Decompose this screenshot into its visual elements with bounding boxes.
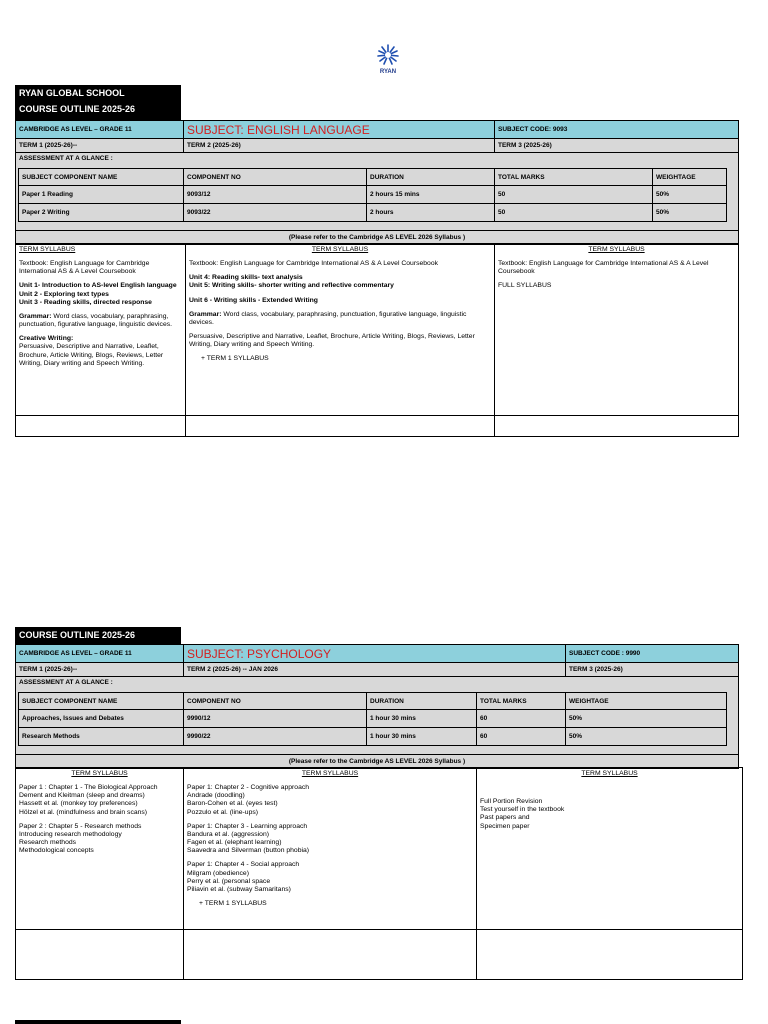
syllabus-line: Baron-Cohen et al. (eyes test) (187, 800, 278, 808)
grammar-label: Grammar: (19, 312, 52, 320)
cell: 50 (495, 186, 653, 204)
empty-cell (477, 930, 743, 980)
textbook: Textbook: English Language for Cambridge International AS & A Level Coursebook (189, 260, 439, 268)
syllabus-line: Fagen et al. (elephant learning) (187, 839, 282, 847)
term2-syllabus (186, 244, 495, 416)
subject-title: SUBJECT: ENGLISH LANGUAGE (184, 121, 495, 139)
unit: Unit 3 - Reading skills, directed response (19, 298, 152, 306)
syllabus-line: Bandura et al. (aggression) (187, 830, 269, 838)
syllabus-line: Milgram (obedience) (187, 869, 249, 877)
writing-text: Persuasive, Descriptive and Narrative, Leaflet, Brochure, Article Writing, Blogs, Reviews, Letter Writing, Diary writing and Speech Writing. (189, 333, 475, 349)
cell: Paper 2 Writing (19, 204, 184, 222)
cell: 50% (653, 186, 727, 204)
term3-label: TERM 3 (2025-26) (495, 139, 739, 153)
empty-cell (16, 416, 186, 437)
cell: Research Methods (19, 728, 184, 746)
syllabus-title: TERM SYLLABUS (301, 770, 359, 777)
col-header: WEIGHTAGE (653, 169, 727, 186)
col-header: DURATION (367, 169, 495, 186)
subject-title: SUBJECT: PSYCHOLOGY (184, 645, 566, 663)
cell: 50% (566, 710, 727, 728)
subject-code: SUBJECT CODE : 9990 (566, 645, 739, 663)
syllabus-line: Saavedra and Silverman (button phobia) (187, 847, 310, 855)
syllabus-title: TERM SYLLABUS (588, 246, 645, 253)
term1-label: TERM 1 (2025-26)-- (16, 663, 184, 677)
cell: Approaches, Issues and Debates (19, 710, 184, 728)
cell: 1 hour 30 mins (367, 710, 477, 728)
col-header: SUBJECT COMPONENT NAME (19, 169, 184, 186)
level-label: CAMBRIDGE AS LEVEL – GRADE 11 (16, 645, 184, 663)
term2-label: TERM 2 (2025-26) (184, 139, 495, 153)
school-logo (372, 42, 404, 82)
cell: 1 hour 30 mins (367, 728, 477, 746)
term1-syllabus-note: + TERM 1 SYLLABUS (201, 355, 269, 363)
col-header: SUBJECT COMPONENT NAME (19, 693, 184, 710)
next-section-header (15, 1020, 181, 1024)
psych-assessment-table (18, 692, 727, 746)
cell: 9093/12 (184, 186, 367, 204)
syllabus-line: Paper 1: Chapter 4 - Social approach (187, 861, 300, 869)
syllabus-line: Full Portion Revision (480, 798, 543, 806)
textbook: Textbook: English Language for Cambridge International AS & A Level Coursebook (498, 260, 709, 276)
syllabus-line: Andrade (doodling) (187, 792, 245, 800)
table-row (19, 186, 727, 204)
unit: Unit 5: Writing skills- shorter writing and reflective commentary (189, 282, 394, 290)
syllabus-line: Hassett et al. (monkey toy preferences) (19, 800, 138, 808)
psych-syllabus-table (15, 767, 743, 980)
col-header: COMPONENT NO (184, 693, 367, 710)
syllabus-line: Paper 1: Chapter 2 - Cognitive approach (187, 784, 310, 792)
creative-text: Persuasive, Descriptive and Narrative, Leaflet, Brochure, Article Writing, Blogs, Reviews, Letter Writing, Diary writing and Speech Writing. (19, 343, 164, 367)
syllabus-title: TERM SYLLABUS (19, 246, 76, 253)
cell: Paper 1 Reading (19, 186, 184, 204)
term2-label: TERM 2 (2025-26) -- JAN 2026 (184, 663, 566, 677)
syllabus-line: Past papers and (480, 814, 530, 822)
syllabus-line: Paper 1: Chapter 3 - Learning approach (187, 822, 308, 830)
term2-syllabus (184, 768, 477, 930)
course-outline-title: COURSE OUTLINE 2025-26 (19, 104, 136, 114)
col-header: DURATION (367, 693, 477, 710)
syllabus-line: Methodological concepts (19, 847, 94, 855)
syllabus-title: TERM SYLLABUS (581, 770, 638, 777)
term1-syllabus (16, 768, 184, 930)
grammar-text: Word class, vocabulary, paraphrasing, punctuation, figurative language, linguistic devices. (19, 312, 173, 329)
logo-sunburst-icon (372, 42, 404, 68)
unit: Unit 6 - Writing skills - Extended Writing (189, 296, 318, 304)
term3-syllabus (477, 768, 743, 930)
term3-label: TERM 3 (2025-26) (566, 663, 739, 677)
col-header: TOTAL MARKS (495, 169, 653, 186)
syllabus-line: Specimen paper (480, 822, 530, 830)
table-row (19, 710, 727, 728)
empty-cell (184, 930, 477, 980)
term1-label: TERM 1 (2025-26)-- (16, 139, 184, 153)
table-row (19, 728, 727, 746)
subject-code: SUBJECT CODE: 9093 (495, 121, 739, 139)
term3-syllabus (495, 244, 739, 416)
cell: 50% (566, 728, 727, 746)
unit: Unit 4: Reading skills- text analysis (189, 274, 303, 282)
empty-cell (495, 416, 739, 437)
cell: 60 (477, 728, 566, 746)
syllabus-line: Introducing research methodology (19, 830, 122, 838)
empty-cell (186, 416, 495, 437)
syllabus-reference: (Please refer to the Cambridge AS LEVEL 2026 Syllabus ) (16, 755, 739, 769)
syllabus-title: TERM SYLLABUS (71, 770, 128, 777)
cell: 9990/12 (184, 710, 367, 728)
col-header: COMPONENT NO (184, 169, 367, 186)
empty-cell (16, 930, 184, 980)
assessment-label: ASSESSMENT AT A GLANCE : (19, 155, 113, 162)
assessment-label: ASSESSMENT AT A GLANCE : (19, 679, 113, 686)
syllabus-title: TERM SYLLABUS (311, 246, 369, 253)
cell: 9093/22 (184, 204, 367, 222)
syllabus-line: Pozzulo et al. (line-ups) (187, 808, 259, 816)
school-header-block (15, 85, 181, 120)
grammar-text: Word class, vocabulary, paraphrasing, punctuation, figurative language, linguistic devices. (189, 310, 467, 326)
table-row (19, 204, 727, 222)
unit: Unit 1- Introduction to AS-level English language (19, 282, 177, 290)
grammar-label: Grammar: (189, 310, 222, 318)
syllabus-line: Piliavin et al. (subway Samaritans) (187, 885, 291, 893)
syllabus-line: Perry et al. (personal space (187, 877, 271, 885)
creative-label: Creative Writing: (19, 335, 74, 343)
logo-text: RYAN (379, 69, 397, 75)
full-syllabus: FULL SYLLABUS (498, 282, 552, 290)
col-header: TOTAL MARKS (477, 693, 566, 710)
col-header: WEIGHTAGE (566, 693, 727, 710)
cell: 9990/22 (184, 728, 367, 746)
syllabus-line: Paper 1 : Chapter 1 - The Biological Approach (19, 784, 158, 792)
term1-syllabus (16, 244, 186, 416)
syllabus-line: Hölzel et al. (mindfulness and brain scans) (19, 808, 148, 816)
cell: 50% (653, 204, 727, 222)
cell: 50 (495, 204, 653, 222)
cell: 2 hours (367, 204, 495, 222)
syllabus-reference: (Please refer to the Cambridge AS LEVEL 2026 Syllabus ) (16, 231, 739, 245)
term1-syllabus-note: + TERM 1 SYLLABUS (199, 900, 267, 908)
unit: Unit 2 - Exploring text types (19, 290, 109, 298)
course-outline-title: COURSE OUTLINE 2025-26 (19, 630, 136, 640)
syllabus-line: Research methods (19, 839, 77, 847)
cell: 60 (477, 710, 566, 728)
english-assessment-table (18, 168, 727, 222)
level-label: CAMBRIDGE AS LEVEL – GRADE 11 (16, 121, 184, 139)
english-syllabus-table (15, 243, 739, 437)
school-name: RYAN GLOBAL SCHOOL (19, 88, 125, 98)
course-outline-block (15, 627, 181, 644)
syllabus-line: Paper 2 : Chapter 5 - Research methods (19, 822, 142, 830)
textbook: Textbook: English Language for Cambridge International AS & A Level Coursebook (19, 260, 150, 276)
syllabus-line: Dement and Kleitman (sleep and dreams) (19, 792, 145, 800)
syllabus-line: Test yourself in the textbook (480, 806, 565, 814)
cell: 2 hours 15 mins (367, 186, 495, 204)
